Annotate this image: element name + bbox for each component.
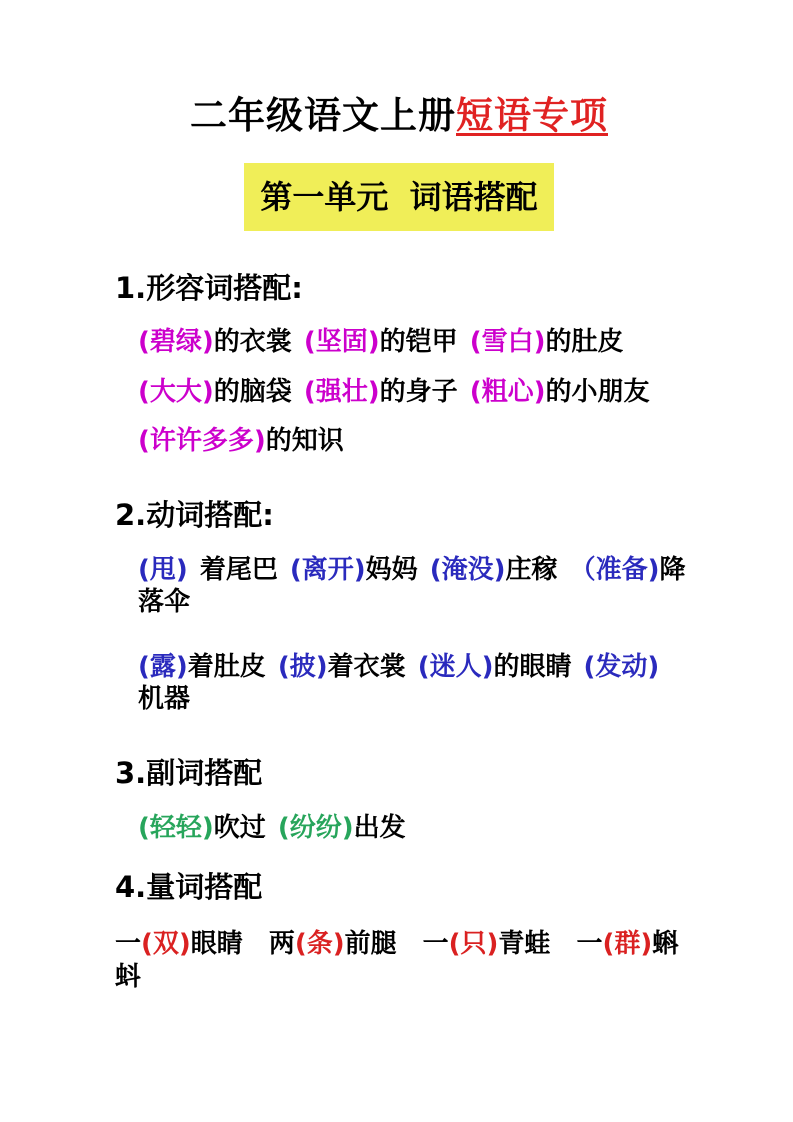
phrase-text: 着衣裳 <box>327 651 418 682</box>
phrase-answer: (群) <box>602 929 653 960</box>
section-heading: 4.量词搭配 <box>115 870 263 905</box>
phrase-section <box>115 270 693 458</box>
phrase-text: 前腿 <box>344 929 423 960</box>
phrase-text: 的脑袋 <box>213 376 304 407</box>
phrase-text: 的衣裳 <box>213 327 304 358</box>
phrase-text: 青蛙 <box>498 929 577 960</box>
phrase-text: 的知识 <box>265 426 344 457</box>
title-main-text: 二年级语文上册 <box>190 93 456 137</box>
section-heading: 1.形容词搭配: <box>115 270 303 305</box>
phrase-answer: (轻轻) <box>138 812 214 843</box>
phrase-answer: (坚固) <box>303 327 380 358</box>
phrase-section <box>115 755 693 844</box>
phrase-text: 眼睛 <box>190 929 269 960</box>
phrase-line <box>115 425 693 458</box>
phrase-answer: (发动) <box>583 651 660 682</box>
phrase-text: 机器 <box>138 651 672 715</box>
phrase-answer: (淹没) <box>429 554 506 585</box>
phrase-line <box>115 326 693 359</box>
document-title <box>105 94 693 137</box>
phrase-answer: (强壮) <box>303 376 380 407</box>
phrase-section <box>115 872 693 993</box>
phrase-section <box>115 497 693 716</box>
phrase-text: 的肚皮 <box>545 327 624 358</box>
title-emphasis-underlined: 短语专项 <box>456 93 608 137</box>
phrase-text: 一 <box>422 929 449 960</box>
phrase-text: 着肚皮 <box>187 651 278 682</box>
phrase-text: 出发 <box>353 812 406 843</box>
phrase-answer: （准备) <box>569 554 660 585</box>
phrase-answer: (粗心) <box>469 376 546 407</box>
phrase-text: 妈妈 <box>365 554 430 585</box>
phrase-answer: (双) <box>141 929 191 960</box>
phrase-answer: (碧绿) <box>138 327 214 358</box>
section-heading: 3.副词搭配 <box>115 755 263 790</box>
phrase-answer: (纷纷) <box>277 812 354 843</box>
unit-banner-row <box>105 163 693 231</box>
phrase-line <box>115 928 693 993</box>
phrase-answer: (雪白) <box>469 327 546 358</box>
phrase-answer: (迷人) <box>417 651 494 682</box>
phrase-text: 一 <box>115 929 142 960</box>
phrase-text: 的铠甲 <box>379 327 470 358</box>
phrase-text: 一 <box>576 929 603 960</box>
phrase-answer: (许许多多) <box>138 426 266 457</box>
unit-banner: 第一单元 词语搭配 <box>244 163 553 231</box>
section-heading: 2.动词搭配: <box>115 497 274 532</box>
phrase-text: 两 <box>268 929 295 960</box>
phrase-answer: (露) <box>138 651 188 682</box>
phrase-answer: (大大) <box>138 376 214 407</box>
phrase-text: 着尾巴 <box>187 554 290 585</box>
phrase-line <box>115 376 693 409</box>
phrase-text: 庄稼 <box>505 554 570 585</box>
phrase-text: 吹过 <box>213 812 278 843</box>
phrase-answer: (条) <box>294 929 345 960</box>
phrase-text: 蝌蚪 <box>115 929 679 992</box>
sections-container <box>115 270 693 994</box>
phrase-text: 的眼睛 <box>493 651 584 682</box>
phrase-line <box>115 812 693 845</box>
phrase-line <box>115 651 693 716</box>
phrase-answer: (只) <box>448 929 499 960</box>
phrase-line <box>115 554 693 619</box>
phrase-text: 降落伞 <box>138 554 686 618</box>
phrase-answer: (披) <box>277 651 328 682</box>
phrase-answer: (离开) <box>289 554 366 585</box>
phrase-text: 的身子 <box>379 376 470 407</box>
phrase-text: 的小朋友 <box>545 376 650 407</box>
phrase-answer: (甩) <box>138 554 188 585</box>
